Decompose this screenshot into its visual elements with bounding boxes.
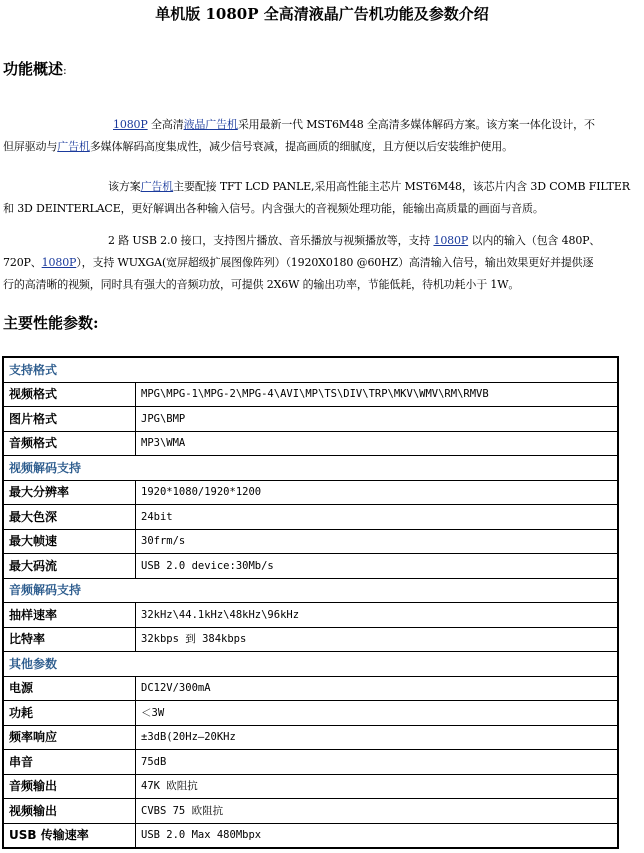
overview-heading (3, 58, 67, 82)
param-name: 最大码流 (3, 554, 136, 579)
overview-paragraph-1 (3, 114, 639, 158)
table-row (3, 431, 618, 456)
section-title: 音频解码支持 (3, 578, 618, 603)
section-row (3, 456, 618, 481)
table-row (3, 627, 618, 652)
param-name: USB 传输速率 (3, 823, 136, 848)
table-row (3, 701, 618, 726)
param-value: 32kbps 到 384kbps (136, 627, 619, 652)
param-value: CVBS 75 欧阻抗 (136, 799, 619, 824)
document-title: 单机版 1080P 全高清液晶广告机功能及参数介绍 (155, 5, 489, 23)
param-name: 最大帧速 (3, 529, 136, 554)
text-run: 采用最新一代 MST6M48 全高清多媒体解码方案。该方案一体化设计，不 (237, 118, 595, 131)
param-value: MP3\WMA (136, 431, 619, 456)
overview-heading-text: 功能概述 (3, 60, 64, 78)
table-row (3, 554, 618, 579)
param-value: 1920*1080/1920*1200 (136, 480, 619, 505)
param-name: 视频格式 (3, 382, 136, 407)
text-run: 行的高清晰的视频，同时具有强大的音频功放，可提供 2X6W 的输出功率，节能低耗，待机功耗小于 1W。 (3, 278, 520, 291)
table-row (3, 823, 618, 848)
param-name: 频率响应 (3, 725, 136, 750)
link-1080p[interactable]: 1080P (113, 118, 148, 131)
paragraph-line (3, 176, 639, 198)
link-1080p[interactable]: 1080P (41, 256, 77, 269)
table-row (3, 725, 618, 750)
param-value: MPG\MPG-1\MPG-2\MPG-4\AVI\MP\TS\DIV\TRP\MKV\WMV\RM\RMVB (136, 382, 619, 407)
text-run: 和 3D DEINTERLACE，更好解调出各种输入信号。内含强大的音视频处理功能，能输出高质量的画面与音质。 (3, 202, 544, 215)
link-1080p[interactable]: 1080P (433, 234, 469, 247)
param-name: 串音 (3, 750, 136, 775)
param-name: 音频格式 (3, 431, 136, 456)
param-value: ±3dB(20Hz—20KHz (136, 725, 619, 750)
param-name: 功耗 (3, 701, 136, 726)
param-name: 比特率 (3, 627, 136, 652)
text-run: 但屏驱动与 (3, 140, 58, 153)
section-row (3, 652, 618, 677)
text-run: 多媒体解码高度集成性，减少信号衰减，提高画质的细腻度，且方便以后安装维护使用。 (89, 140, 513, 153)
table-row (3, 480, 618, 505)
table-row (3, 774, 618, 799)
param-value: 24bit (136, 505, 619, 530)
text-run: 以内的输入（包含 480P、 (468, 234, 601, 247)
param-value: USB 2.0 Max 480Mbpx (136, 823, 619, 848)
param-name: 电源 (3, 676, 136, 701)
paragraph-line (3, 114, 639, 136)
paragraph-line (3, 198, 639, 220)
section-title: 视频解码支持 (3, 456, 618, 481)
param-value: USB 2.0 device:30Mb/s (136, 554, 619, 579)
table-row (3, 750, 618, 775)
param-name: 视频输出 (3, 799, 136, 824)
link-ad-machine[interactable]: 广告机 (140, 180, 174, 193)
param-name: 抽样速率 (3, 603, 136, 628)
paragraph-line (3, 136, 639, 158)
param-value: 30frm/s (136, 529, 619, 554)
section-row (3, 578, 618, 603)
table-row (3, 603, 618, 628)
link-ad-machine[interactable]: 广告机 (57, 140, 90, 153)
section-title: 其他参数 (3, 652, 618, 677)
overview-paragraph-2 (3, 176, 639, 220)
text-run: 全高清 (147, 118, 184, 131)
table-row (3, 676, 618, 701)
param-value: JPG\BMP (136, 407, 619, 432)
section-title: 支持格式 (3, 357, 618, 382)
spec-table (2, 356, 619, 849)
table-row (3, 382, 618, 407)
param-value: ＜3W (136, 701, 619, 726)
paragraph-line (3, 252, 639, 274)
text-run: 2 路 USB 2.0 接口，支持图片播放、音乐播放与视频播放等，支持 (108, 234, 434, 247)
param-value: DC12V/300mA (136, 676, 619, 701)
table-row (3, 529, 618, 554)
paragraph-line (3, 274, 639, 296)
text-run: ），支持 WUXGA(宽屏超级扩展图像阵列）（1920X0180 @60HZ）高清输入信号，输出效果更好并提供逐 (76, 256, 594, 269)
table-row (3, 407, 618, 432)
paragraph-line (3, 230, 639, 252)
text-run: 720P、 (3, 256, 42, 269)
param-value: 75dB (136, 750, 619, 775)
param-name: 图片格式 (3, 407, 136, 432)
param-name: 最大分辨率 (3, 480, 136, 505)
text-run: 主要配接 TFT LCD PANLE,采用高性能主芯片 MST6M48，该芯片内含 3D COMB FILTER (173, 180, 630, 193)
table-row (3, 799, 618, 824)
table-row (3, 505, 618, 530)
overview-heading-colon: : (63, 64, 67, 77)
link-lcd-ad-machine[interactable]: 液晶广告机 (183, 118, 238, 131)
param-value: 32kHz\44.1kHz\48kHz\96kHz (136, 603, 619, 628)
param-value: 47K 欧阻抗 (136, 774, 619, 799)
param-name: 音频输出 (3, 774, 136, 799)
param-name: 最大色深 (3, 505, 136, 530)
params-heading: 主要性能参数: (3, 314, 99, 332)
overview-paragraph-3 (3, 230, 639, 296)
text-run: 该方案 (108, 180, 141, 193)
section-row (3, 357, 618, 382)
